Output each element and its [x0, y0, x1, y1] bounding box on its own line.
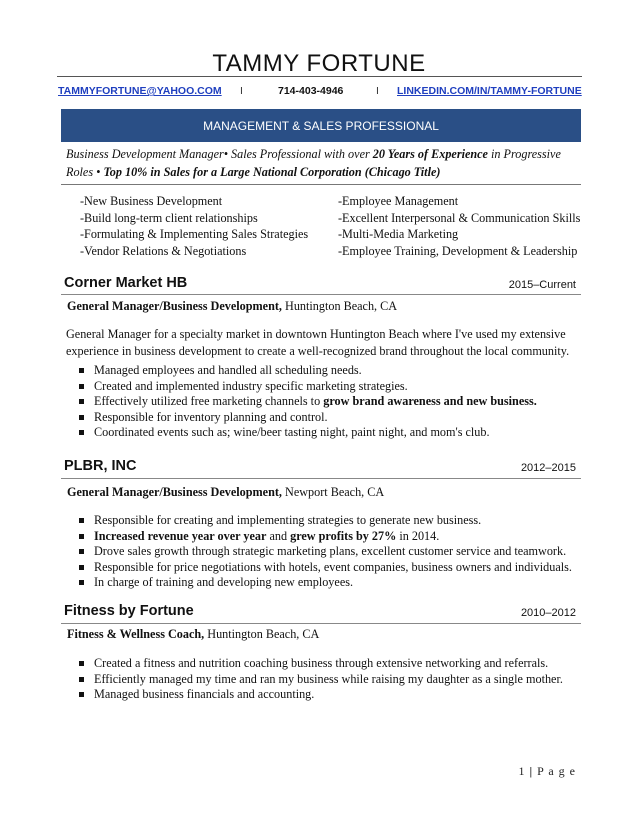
page-footer	[518, 764, 576, 779]
summary-divider	[61, 184, 581, 185]
job-title	[67, 627, 319, 642]
section-divider	[61, 623, 581, 624]
bullet-highlight: grow brand awareness and new business.	[323, 394, 537, 408]
list-item: Responsible for price negotiations with hotels, event companies, business owners and individuals.	[78, 560, 572, 576]
skill-item: -Excellent Interpersonal & Communication Skills	[338, 210, 581, 225]
headline-text: MANAGEMENT & SALES PROFESSIONAL	[203, 119, 439, 133]
skill-item: -Vendor Relations & Negotiations	[80, 243, 247, 258]
skill-item: -Multi-Media Marketing	[338, 227, 459, 241]
footer-separator: |	[529, 764, 534, 778]
email-link[interactable]: TAMMYFORTUNE@YAHOO.COM	[58, 85, 222, 97]
list-item: Created and implemented industry specific marketing strategies.	[78, 379, 537, 395]
skills-right-column	[338, 193, 580, 259]
skill-item: -New Business Development	[80, 194, 223, 208]
job-title-text: General Manager/Business Development,	[67, 299, 282, 313]
skill-item: -Employee Management	[338, 194, 459, 208]
linkedin-link[interactable]: LINKEDIN.COM/IN/TAMMY-FORTUNE	[397, 85, 582, 97]
list-item: Managed business financials and accounting.	[78, 687, 563, 703]
bullet-text: in 2014.	[396, 528, 440, 543]
list-item: Responsible for inventory planning and control.	[78, 410, 537, 426]
summary-highlight: 20 Years of Experience	[372, 147, 488, 161]
page-number: 1	[518, 764, 526, 778]
list-item: Managed employees and handled all scheduling needs.	[78, 363, 537, 379]
job-title	[67, 299, 397, 314]
bullet-highlight: grew profits by 27%	[290, 528, 397, 543]
job-location: Huntington Beach, CA	[204, 627, 320, 641]
bullet-text: Effectively utilized free marketing channels to	[94, 394, 324, 408]
list-item: Responsible for creating and implementing strategies to generate new business.	[78, 513, 572, 529]
skill-item: -Build long-term client relationships	[80, 210, 258, 225]
job-location: Newport Beach, CA	[281, 485, 385, 499]
company-name: PLBR, INC	[64, 458, 137, 474]
job-title	[67, 485, 384, 500]
job-description: General Manager for a specialty market in downtown Huntington Beach where I've used my extensive experience in business development to create a well-recognized brand throughout the local community.	[66, 327, 570, 358]
list-item: Created a fitness and nutrition coaching business through extensive networking and referrals.	[78, 656, 563, 672]
contact-separator: I	[376, 85, 379, 97]
employment-dates: 2010–2012	[520, 607, 576, 619]
company-name: Corner Market HB	[64, 275, 188, 291]
job-title-text: Fitness & Wellness Coach,	[67, 627, 205, 641]
job-location: Huntington Beach, CA	[281, 299, 398, 313]
resume-name: TAMMY FORTUNE	[212, 50, 426, 77]
summary-text: Business Development Manager• Sales Professional with over	[66, 147, 373, 161]
section-divider	[61, 294, 581, 295]
skill-item: -Formulating & Implementing Sales Strategies	[80, 227, 309, 241]
job-bullets	[78, 656, 563, 703]
skills-left-column	[80, 193, 308, 259]
contact-separator: I	[240, 85, 243, 97]
skill-item: -Employee Training, Development & Leadership	[338, 243, 578, 258]
header-divider	[57, 76, 582, 77]
list-item	[78, 529, 572, 545]
job-bullets	[78, 363, 537, 441]
employment-dates: 2012–2015	[520, 462, 576, 474]
job-title-text: General Manager/Business Development,	[67, 485, 282, 499]
summary-highlight: Top 10% in Sales for a Large National Corporation (Chicago Title)	[103, 165, 441, 179]
professional-summary	[66, 145, 581, 181]
section-divider	[61, 478, 581, 479]
page-label: P a g e	[537, 764, 576, 778]
list-item: Coordinated events such as; wine/beer tasting night, paint night, and mom's club.	[78, 425, 537, 441]
company-name: Fitness by Fortune	[64, 603, 194, 619]
list-item	[78, 394, 537, 410]
bullet-highlight: Increased revenue year over year	[94, 528, 267, 543]
list-item: Drove sales growth through strategic marketing plans, excellent customer service and teamwork.	[78, 544, 572, 560]
summary-text: in Progressive Roles •	[66, 147, 561, 179]
list-item: In charge of training and developing new employees.	[78, 575, 572, 591]
list-item: Efficiently managed my time and ran my business while raising my daughter as a single mother.	[78, 672, 563, 688]
employment-dates: 2015–Current	[508, 279, 576, 291]
job-bullets	[78, 513, 572, 591]
phone-number: 714-403-4946	[278, 85, 344, 97]
bullet-text: and	[266, 528, 291, 543]
